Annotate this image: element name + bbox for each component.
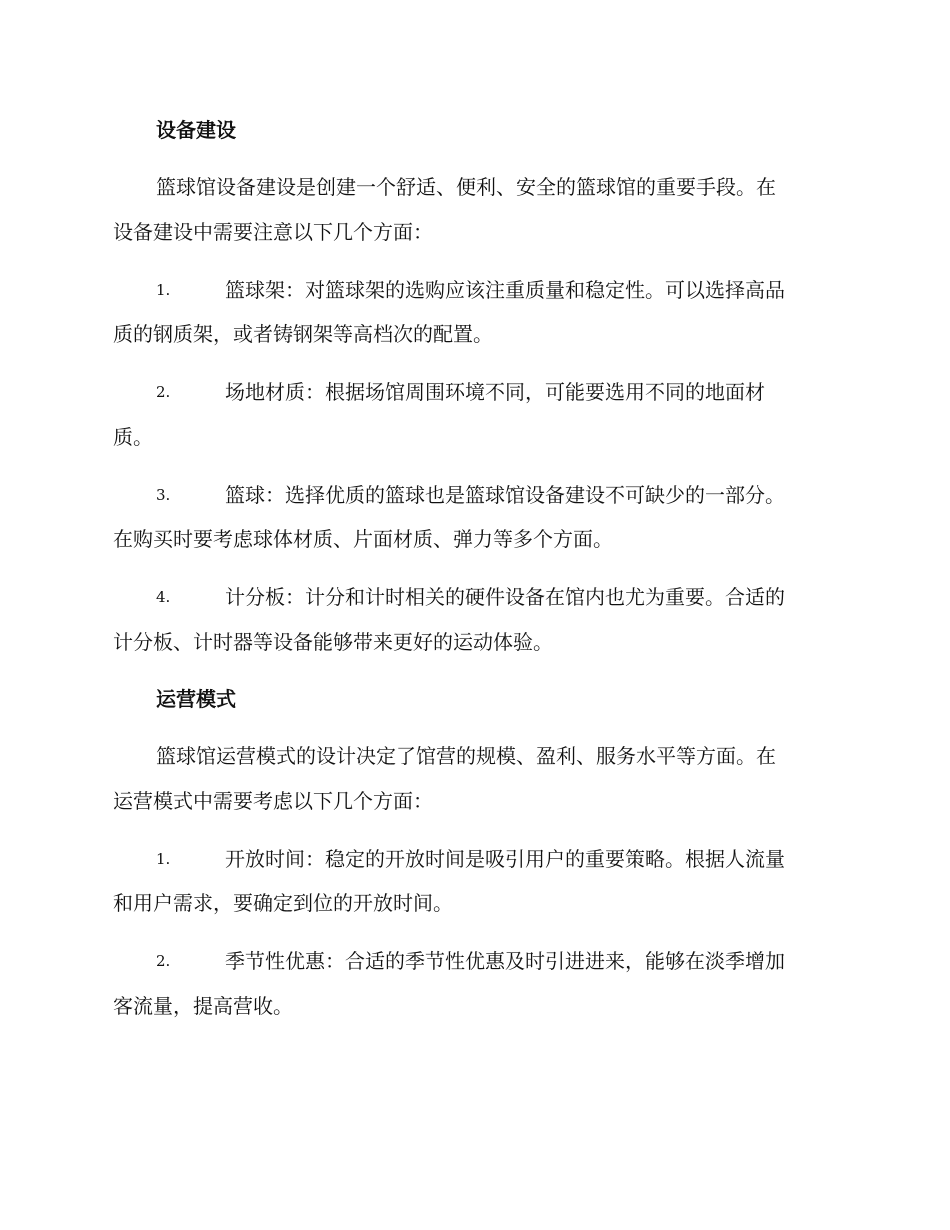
intro-paragraph-line: 设备建设中需要注意以下几个方面： xyxy=(113,220,433,244)
list-item-line: 季节性优惠：合适的季节性优惠及时引进进来，能够在淡季增加 xyxy=(225,949,785,973)
list-item-line: 开放时间：稳定的开放时间是吸引用户的重要策略。根据人流量 xyxy=(225,847,785,871)
list-number: 2. xyxy=(156,952,171,970)
list-number: 3. xyxy=(156,486,171,504)
list-item-line: 质。 xyxy=(113,425,153,449)
list-item-line: 在购买时要考虑球体材质、片面材质、弹力等多个方面。 xyxy=(113,527,613,551)
list-number: 2. xyxy=(156,383,171,401)
section-heading-equipment: 设备建设 xyxy=(156,118,236,142)
list-number: 1. xyxy=(156,850,171,868)
list-item-line: 篮球架：对篮球架的选购应该注重质量和稳定性。可以选择高品 xyxy=(225,278,785,302)
section-heading-operation: 运营模式 xyxy=(156,687,236,711)
list-item-line: 计分板、计时器等设备能够带来更好的运动体验。 xyxy=(113,630,553,654)
list-item-line: 质的钢质架，或者铸钢架等高档次的配置。 xyxy=(113,322,493,346)
intro-paragraph-line: 篮球馆运营模式的设计决定了馆营的规模、盈利、服务水平等方面。在 xyxy=(156,744,776,768)
list-number: 1. xyxy=(156,281,171,299)
list-number: 4. xyxy=(156,588,171,606)
intro-paragraph-line: 篮球馆设备建设是创建一个舒适、便利、安全的篮球馆的重要手段。在 xyxy=(156,175,776,199)
list-item-line: 计分板：计分和计时相关的硬件设备在馆内也尤为重要。合适的 xyxy=(225,585,785,609)
list-item-line: 和用户需求，要确定到位的开放时间。 xyxy=(113,891,453,915)
list-item-line: 场地材质：根据场馆周围环境不同，可能要选用不同的地面材 xyxy=(225,380,765,404)
list-item-line: 客流量，提高营收。 xyxy=(113,994,293,1018)
list-item-line: 篮球：选择优质的篮球也是篮球馆设备建设不可缺少的一部分。 xyxy=(225,483,785,507)
intro-paragraph-line: 运营模式中需要考虑以下几个方面： xyxy=(113,789,433,813)
